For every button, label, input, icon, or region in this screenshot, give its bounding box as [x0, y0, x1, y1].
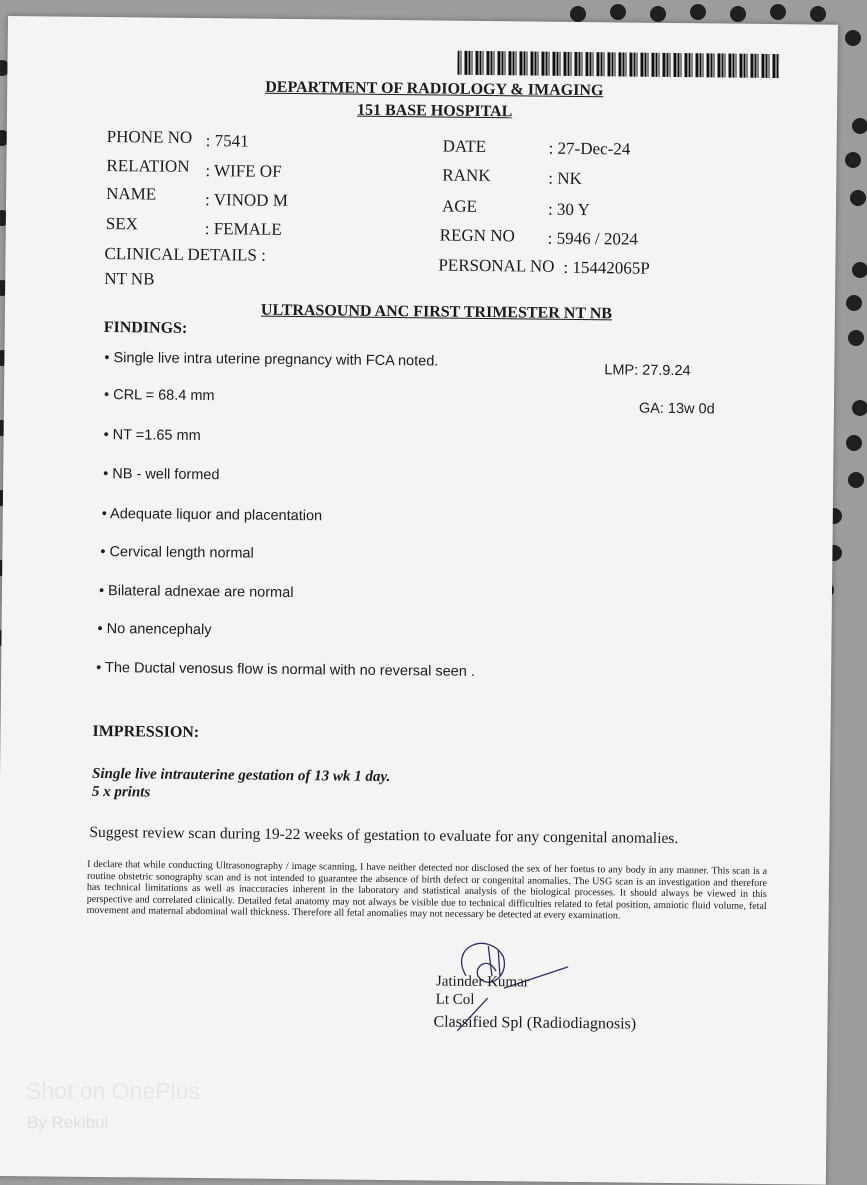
date-value: : 27-Dec-24 [548, 138, 631, 159]
regn-value: : 5946 / 2024 [547, 228, 639, 249]
personal-value: : 15442065P [563, 257, 650, 278]
finding-item: • Single live intra uterine pregnancy with FCA noted. [104, 350, 439, 370]
finding-item: • Cervical length normal [100, 543, 254, 562]
impression-heading: IMPRESSION: [92, 722, 200, 742]
barcode [457, 51, 779, 78]
personal-label: PERSONAL NO [438, 255, 555, 276]
finding-item: • Adequate liquor and placentation [101, 506, 323, 525]
rank-label: RANK [442, 165, 491, 186]
suggestion-text: Suggest review scan during 19-22 weeks of gestation to evaluate for any congenital anomalies. [89, 823, 679, 848]
clinical-value: NT NB [104, 269, 155, 289]
signatory-name: Jatinder Kumar [435, 973, 529, 991]
hospital-title: 151 BASE HOSPITAL [356, 101, 513, 121]
date-label: DATE [442, 136, 487, 157]
report-paper [0, 16, 838, 1185]
finding-item: • NB - well formed [103, 466, 220, 484]
camera-watermark: Shot on OnePlus [26, 1078, 200, 1104]
relation-value: : WIFE OF [205, 161, 282, 181]
phone-label: PHONE NO [106, 127, 193, 147]
age-value: : 30 Y [547, 199, 590, 220]
finding-item: • Bilateral adnexae are normal [98, 582, 294, 602]
report-title: ULTRASOUND ANC FIRST TRIMESTER NT NB [260, 301, 613, 323]
impression-line: Single live intrauterine gestation of 13 wk 1 day. [91, 765, 391, 786]
clinical-label: CLINICAL DETAILS : [104, 244, 266, 265]
age-label: AGE [441, 196, 478, 216]
sex-label: SEX [105, 214, 139, 234]
camera-watermark-credit: By Rekibul [27, 1113, 109, 1132]
name-value: : VINOD M [204, 190, 288, 210]
finding-item: • CRL = 68.4 mm [103, 387, 215, 405]
ga-note: GA: 13w 0d [638, 400, 715, 418]
name-label: NAME [106, 184, 157, 204]
finding-item: • NT =1.65 mm [103, 427, 201, 445]
regn-label: REGN NO [439, 225, 515, 246]
phone-value: : 7541 [205, 131, 249, 151]
findings-heading: FINDINGS: [103, 319, 188, 337]
sex-value: : FEMALE [204, 219, 282, 239]
impression-prints: 5 x prints [91, 783, 151, 801]
lmp-note: LMP: 27.9.24 [604, 362, 691, 380]
relation-label: RELATION [106, 156, 190, 176]
declaration-text: I declare that while conducting Ultrasonography / image scanning, I have neither detected nor disclosed the sex of her foetus to any body in any manner. This scan is a routine obstetric sonography scan and is not intended to guarantee the absence of birth defect or congenital anomalies. The USG scan is an investigation and therefore has technical limitations as well as inaccuracies inherent in the laboratory and statistical analysis of the biological processes. It should always be viewed in this perspective and correlated clinically. Detailed fetal anatomy may not always be visible due to technical difficulties related to fetal position, amniotic fluid volume, fetal movement and maternal abdominal wall thickness. Therefore all fetal anomalies may not necessary be detected at every examination. [86, 858, 768, 922]
finding-item: • No anencephaly [97, 620, 212, 639]
department-title: DEPARTMENT OF RADIOLOGY & IMAGING [265, 78, 604, 100]
signatory-rank: Lt Col [435, 991, 475, 1008]
rank-value: : NK [548, 168, 582, 189]
signatory-designation: Classified Spl (Radiodiagnosis) [433, 1013, 637, 1033]
finding-item: • The Ductal venosus flow is normal with no reversal seen . [96, 659, 476, 680]
